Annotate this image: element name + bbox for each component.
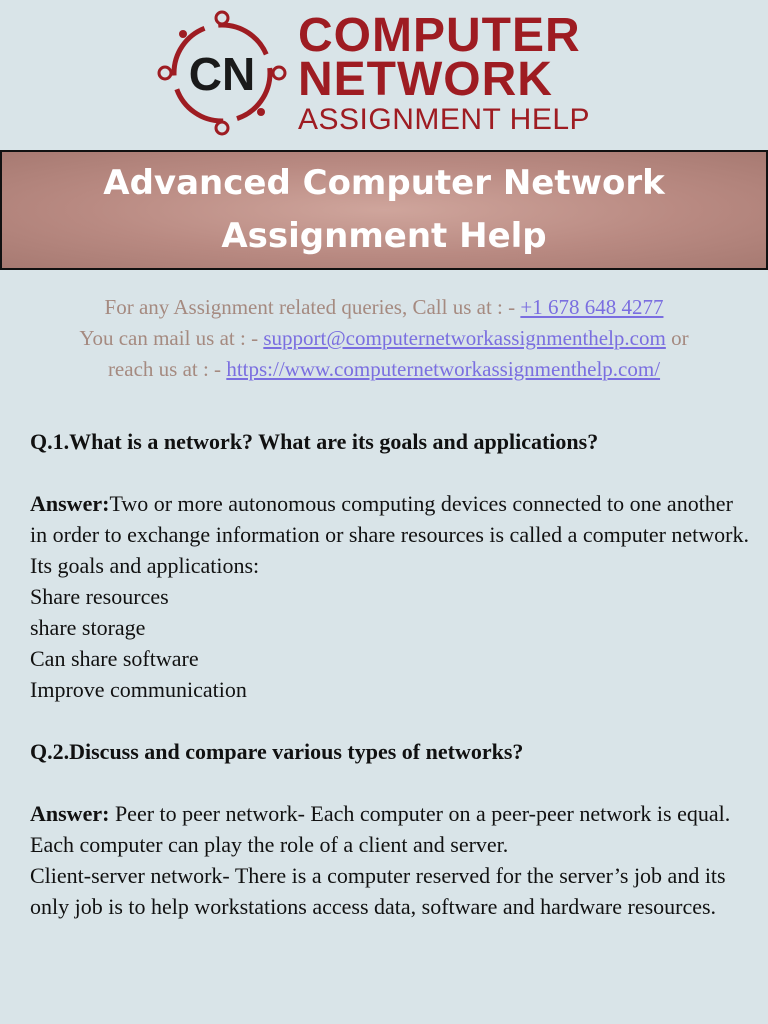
question-1: Q.1.What is a network? What are its goals and applications? — [30, 429, 599, 454]
email-link[interactable]: support@computernetworkassignmenthelp.com — [263, 326, 666, 350]
question-2: Q.2.Discuss and compare various types of networks? — [30, 739, 524, 764]
logo-monogram: CN — [188, 48, 256, 100]
contact-phone-prefix: For any Assignment related queries, Call us at : - — [104, 295, 521, 319]
answer-2-label: Answer: — [30, 801, 110, 826]
answer-1-list-intro: Its goals and applications: — [30, 553, 260, 578]
logo-line-network: NETWORK — [298, 53, 553, 106]
logo-line-assignment-help: ASSIGNMENT HELP — [298, 103, 591, 136]
website-link[interactable]: https://www.computernetworkassignmenthelp.com/ — [226, 357, 661, 381]
contact-email-suffix: or — [665, 326, 689, 350]
logo-wordmark — [298, 9, 591, 138]
logo-line-computer: COMPUTER — [298, 9, 581, 62]
contact-block — [0, 292, 768, 385]
phone-link[interactable]: +1 678 648 4277 — [520, 295, 664, 319]
contact-email-line — [0, 323, 768, 354]
logo-emblem-icon — [155, 6, 289, 140]
list-item: Improve communication — [30, 677, 247, 702]
list-item: share storage — [30, 615, 146, 640]
contact-phone-line — [0, 292, 768, 323]
answer-2-text: Peer to peer network- Each computer on a peer-peer network is equal. Each computer can play the role of a client and server. — [30, 801, 731, 857]
list-item: Share resources — [30, 584, 169, 609]
answer-1 — [30, 488, 750, 550]
list-item: Can share software — [30, 646, 199, 671]
contact-website-line — [0, 354, 768, 385]
answer-2-para-2: Client-server network- There is a computer reserved for the server’s job and its only job is to help workstations access data, software and hardware resources. — [30, 863, 726, 919]
page-title: Advanced Computer Network Assignment Help — [103, 163, 665, 256]
title-banner — [0, 150, 768, 270]
qa-content — [30, 426, 750, 922]
contact-email-prefix: You can mail us at : - — [79, 326, 264, 350]
answer-1-text: Two or more autonomous computing devices connected to one another in order to exchange information or share resources is called a computer network. — [30, 491, 750, 547]
answer-2 — [30, 798, 750, 860]
contact-website-prefix: reach us at : - — [107, 357, 227, 381]
logo — [155, 6, 615, 140]
answer-1-label: Answer: — [30, 491, 110, 516]
